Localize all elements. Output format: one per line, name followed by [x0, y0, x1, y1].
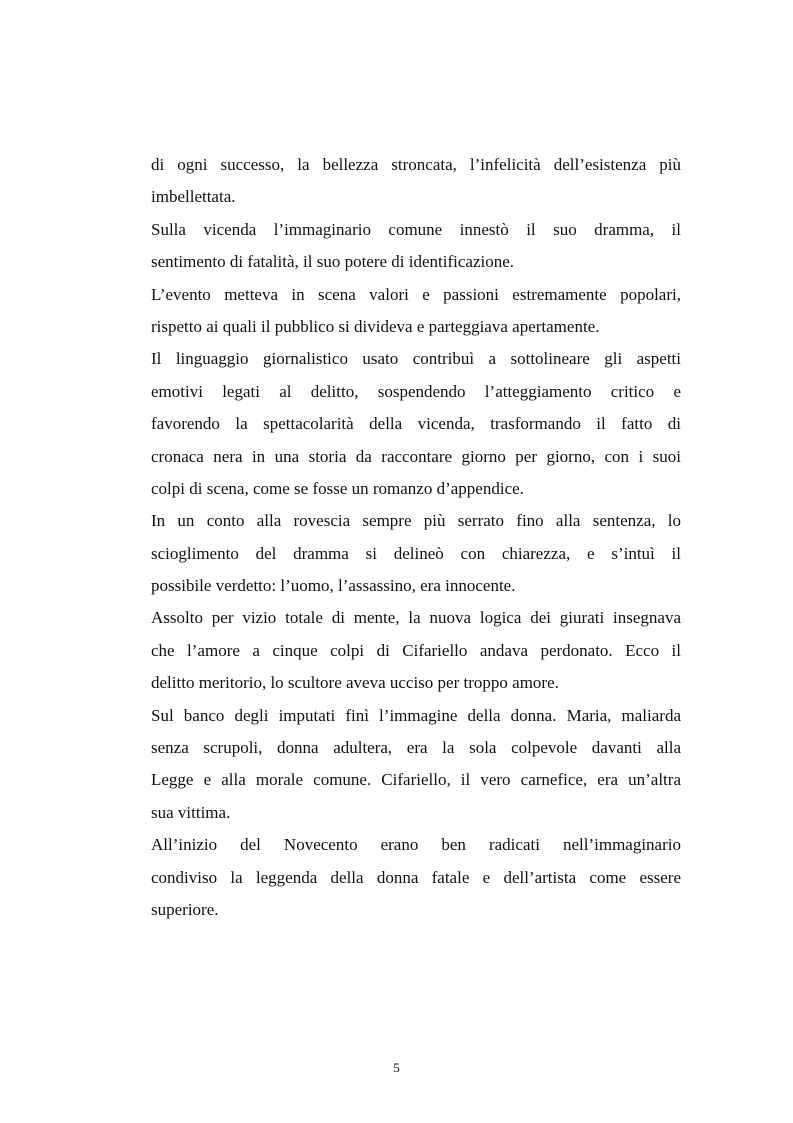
paragraph	[151, 505, 681, 602]
text-line: In un conto alla rovescia sempre più serrato fino alla sentenza, lo	[151, 511, 681, 531]
text-line: Assolto per vizio totale di mente, la nuova logica dei giurati insegnava	[151, 608, 681, 628]
text-line: Sul banco degli imputati finì l’immagine della donna. Maria, maliarda	[151, 705, 681, 725]
text-line: imbellettata.	[151, 187, 236, 207]
paragraph	[151, 279, 681, 344]
text-line: Sulla vicenda l’immaginario comune innestò il suo dramma, il	[151, 219, 681, 239]
text-line: All’inizio del Novecento erano ben radicati nell’immaginario	[151, 835, 681, 855]
text-line: sua vittima.	[151, 802, 231, 822]
text-line: cronaca nera in una storia da raccontare giorno per giorno, con i suoi	[151, 446, 681, 466]
text-line: di ogni successo, la bellezza stroncata, l’infelicità dell’esistenza più	[151, 155, 681, 174]
page-number: 5	[393, 1060, 400, 1075]
text-line: delitto meritorio, lo scultore aveva ucciso per troppo amore.	[151, 673, 559, 693]
page-body	[151, 149, 681, 926]
text-line: superiore.	[151, 899, 219, 919]
paragraph	[151, 149, 681, 214]
text-line: rispetto ai quali il pubblico si divideva e parteggiava apertamente.	[151, 316, 600, 336]
text-line: colpi di scena, come se fosse un romanzo d’appendice.	[151, 478, 524, 498]
text-line: condiviso la leggenda della donna fatale e dell’artista come essere	[151, 867, 681, 887]
text-line: che l’amore a cinque colpi di Cifariello andava perdonato. Ecco il	[151, 640, 681, 660]
paragraph	[151, 602, 681, 699]
text-line: L’evento metteva in scena valori e passioni estremamente popolari,	[151, 284, 681, 304]
text-line: senza scrupoli, donna adultera, era la sola colpevole davanti alla	[151, 738, 681, 758]
text-line: scioglimento del dramma si delineò con chiarezza, e s’intuì il	[151, 543, 681, 563]
paragraph	[151, 829, 681, 926]
paragraph	[151, 343, 681, 505]
text-line: sentimento di fatalità, il suo potere di identificazione.	[151, 252, 515, 272]
text-line: favorendo la spettacolarità della vicenda, trasformando il fatto di	[151, 414, 681, 434]
paragraph	[151, 700, 681, 830]
text-line: possibile verdetto: l’uomo, l’assassino, era innocente.	[151, 576, 516, 596]
paragraph	[151, 214, 681, 279]
text-line: Legge e alla morale comune. Cifariello, il vero carnefice, era un’altra	[151, 770, 681, 790]
text-line: Il linguaggio giornalistico usato contribuì a sottolineare gli aspetti	[151, 349, 681, 369]
text-line: emotivi legati al delitto, sospendendo l’atteggiamento critico e	[151, 381, 681, 401]
